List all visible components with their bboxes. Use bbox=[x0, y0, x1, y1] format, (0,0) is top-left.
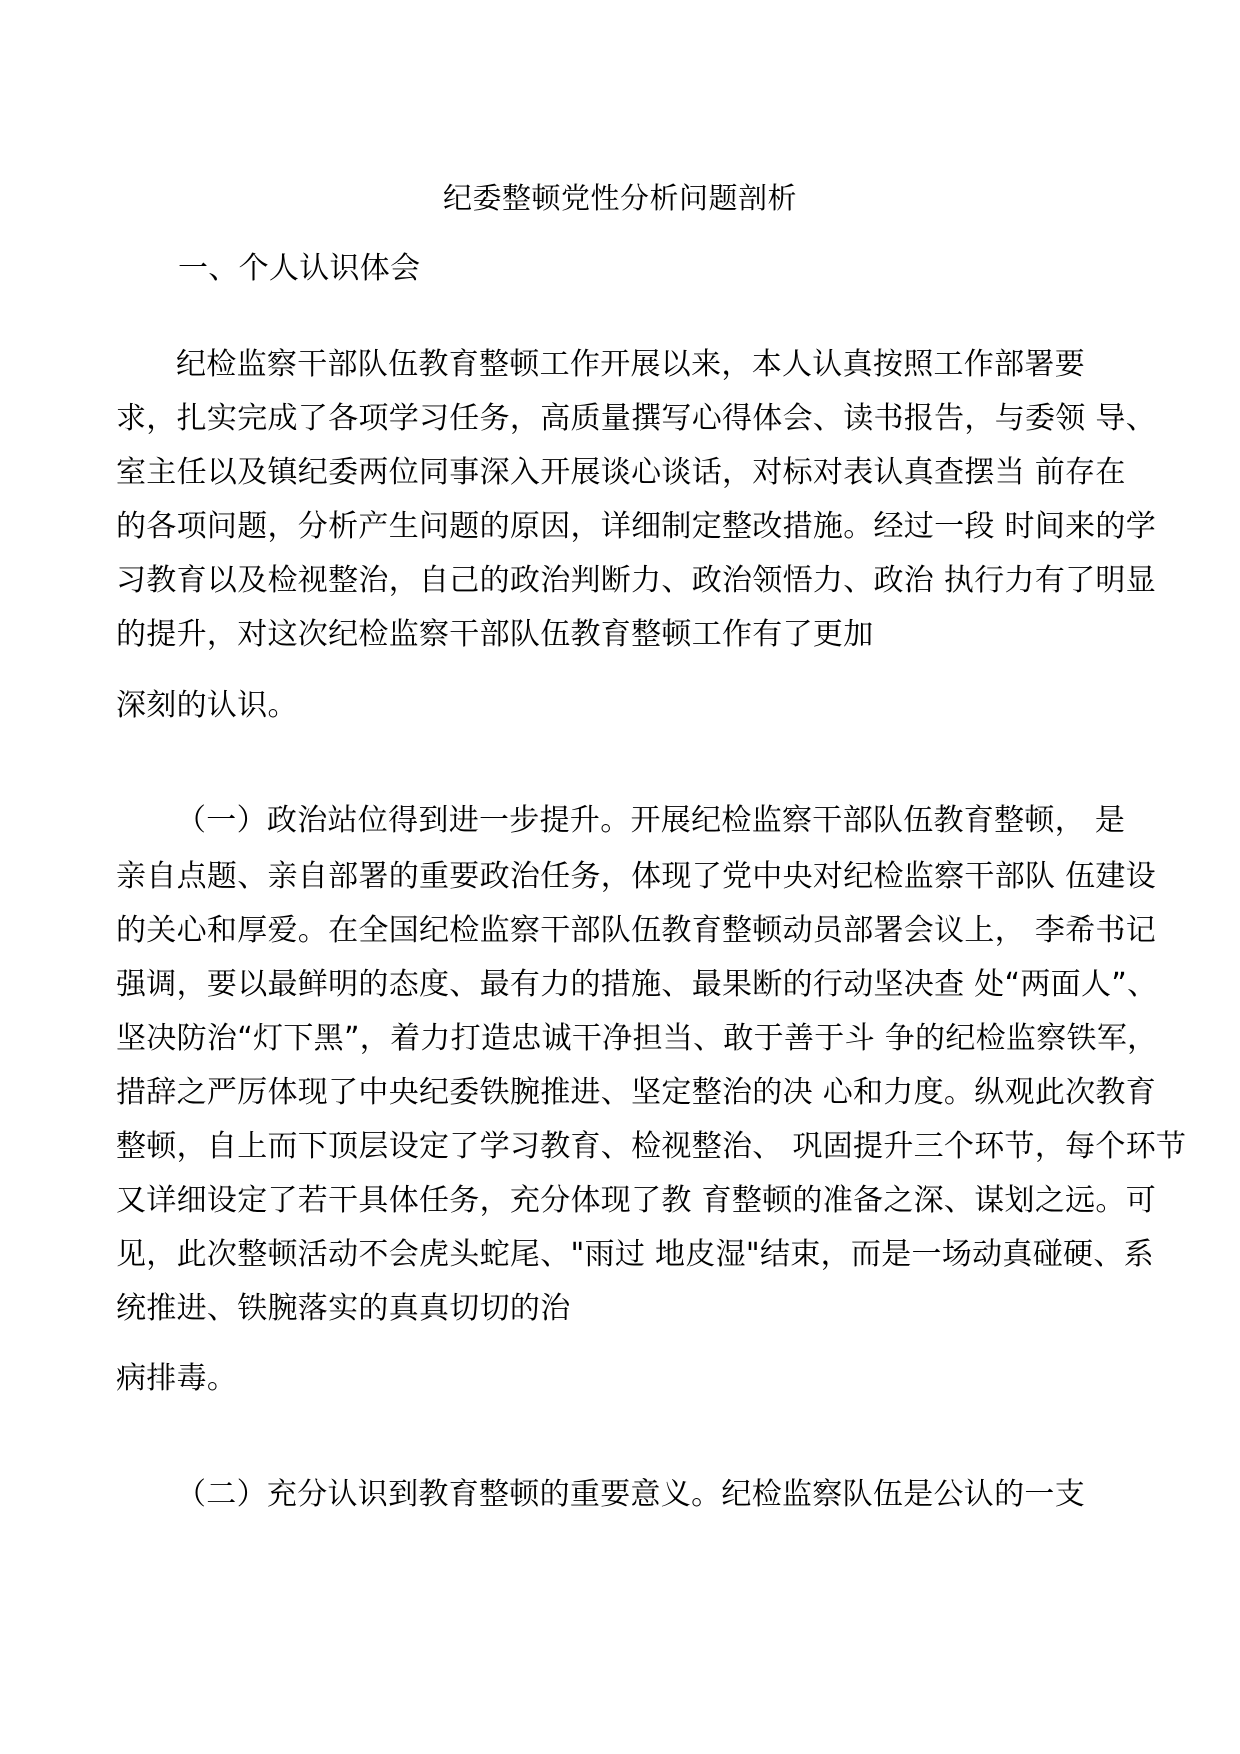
paragraph-line: 习教育以及检视整治，自己的政治判断力、政治领悟力、政治 执行力有了明显 bbox=[116, 563, 1157, 598]
paragraph-line: 求，扎实完成了各项学习任务，高质量撰写心得体会、读书报告，与委领 导、 bbox=[116, 401, 1157, 436]
paragraph-line: 的各项问题，分析产生问题的原因，详细制定整改措施。经过一段 时间来的学 bbox=[116, 509, 1157, 544]
paragraph-line: 亲自点题、亲自部署的重要政治任务，体现了党中央对纪检监察干部队 伍建设 bbox=[116, 859, 1157, 894]
paragraph-line: 的提升，对这次纪检监察干部队伍教育整顿工作有了更加 bbox=[116, 617, 874, 652]
paragraph-line: 坚决防治“灯下黑”，着力打造忠诚干净担当、敢于善于斗 争的纪检监察铁军， bbox=[116, 1021, 1158, 1056]
paragraph-line: 见，此次整顿活动不会虎头蛇尾、"雨过 地皮湿"结束，而是一场动真碰硬、系 bbox=[116, 1237, 1154, 1272]
section-heading: 一、个人认识体会 bbox=[178, 251, 421, 286]
document-title: 纪委整顿党性分析问题剖析 bbox=[442, 181, 797, 215]
paragraph-line: （二）充分认识到教育整顿的重要意义。纪检监察队伍是公认的一支 bbox=[176, 1477, 1085, 1512]
paragraph-line: 又详细设定了若干具体任务，充分体现了教 育整顿的准备之深、谋划之远。可 bbox=[116, 1183, 1157, 1218]
paragraph-line: 统推进、铁腕落实的真真切切的治 bbox=[116, 1291, 571, 1326]
paragraph-line: 纪检监察干部队伍教育整顿工作开展以来，本人认真按照工作部署要 bbox=[176, 347, 1085, 382]
paragraph-line: 病排毒。 bbox=[116, 1361, 238, 1396]
paragraph-line: 深刻的认识。 bbox=[116, 688, 298, 723]
paragraph-line: （一）政治站位得到进一步提升。开展纪检监察干部队伍教育整顿， 是 bbox=[176, 803, 1126, 838]
paragraph-line: 整顿，自上而下顶层设定了学习教育、检视整治、 巩固提升三个环节，每个环节 bbox=[116, 1129, 1187, 1164]
paragraph-line: 室主任以及镇纪委两位同事深入开展谈心谈话，对标对表认真查摆当 前存在 bbox=[116, 455, 1126, 490]
paragraph-line: 的关心和厚爱。在全国纪检监察干部队伍教育整顿动员部署会议上， 李希书记 bbox=[116, 913, 1157, 948]
paragraph-line: 强调，要以最鲜明的态度、最有力的措施、最果断的行动坚决查 处“两面人”、 bbox=[116, 967, 1158, 1002]
paragraph-line: 措辞之严厉体现了中央纪委铁腕推进、坚定整治的决 心和力度。纵观此次教育 bbox=[116, 1075, 1157, 1110]
